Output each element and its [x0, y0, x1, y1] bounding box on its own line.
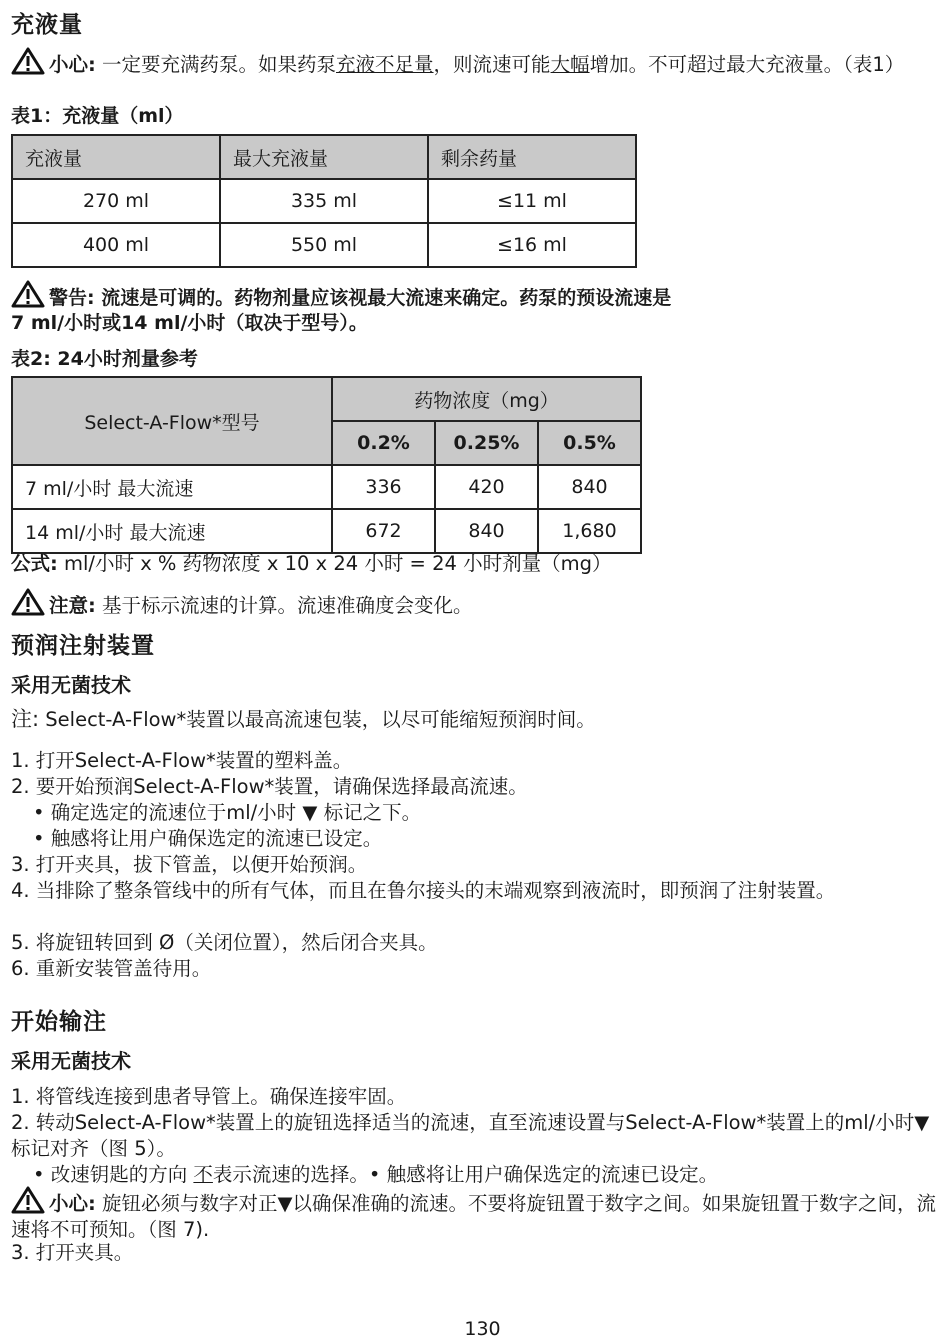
- caution-label: 小心:: [49, 1192, 96, 1215]
- list-item: 6. 重新安装管盖待用。: [11, 957, 212, 980]
- table2-cell: 420: [435, 465, 538, 509]
- note-text: Select-A-Flow*装置以最高流速包装，以尽可能缩短预润时间。: [39, 708, 596, 731]
- table1-cell: 270 ml: [12, 179, 220, 223]
- caution-text: 一定要充满药泵。如果药泵: [95, 53, 337, 76]
- table1-header: 充液量: [12, 135, 220, 179]
- table1-title: 表1：充液量（ml）: [11, 105, 184, 127]
- warning-label: 警告:: [49, 287, 95, 309]
- fill-volume-table: [11, 134, 637, 268]
- list-item: 3. 打开夹具，拔下管盖，以便开始预润。: [11, 853, 368, 876]
- list-item: 3. 打开夹具。: [11, 1241, 134, 1264]
- dose-note: [11, 588, 944, 619]
- table2-concentration-header: 药物浓度（mg）: [332, 377, 641, 421]
- bullet-underline: 不: [193, 1163, 213, 1186]
- table2-row-label: 14 ml/小时 最大流速: [12, 509, 332, 553]
- table1-cell: 400 ml: [12, 223, 220, 267]
- list-item: • 触感将让用户确保选定的流速已设定。: [33, 827, 383, 850]
- priming-note: [11, 706, 944, 733]
- warning-triangle-icon: [11, 47, 45, 75]
- note-label: 注意:: [49, 594, 96, 617]
- list-item: 1. 将管线连接到患者导管上。确保连接牢固。: [11, 1085, 407, 1108]
- section-heading-infusion: 开始输注: [11, 1009, 107, 1035]
- page-number: 130: [464, 1318, 501, 1340]
- table2-cell: 1,680: [538, 509, 641, 553]
- table1-cell: ≤11 ml: [428, 179, 636, 223]
- table1-cell: 550 ml: [220, 223, 428, 267]
- note-text: 基于标示流速的计算。流速准确度会变化。: [95, 594, 473, 617]
- dose-reference-table: [11, 376, 642, 554]
- warning-line-2: 7 ml/小时或14 ml/小时（取决于型号）。: [11, 312, 368, 334]
- table1-cell: ≤16 ml: [428, 223, 636, 267]
- dose-formula: [11, 551, 944, 577]
- table2-cell: 336: [332, 465, 435, 509]
- table-row: [12, 465, 641, 509]
- list-item: 5. 将旋钮转回到 Ø（关闭位置），然后闭合夹具。: [11, 931, 438, 954]
- formula-text: ml/小时 x % 药物浓度 x 10 x 24 小时 = 24 小时剂量（mg）: [57, 552, 612, 575]
- warning-triangle-icon: [11, 1186, 45, 1214]
- table2-model-header: Select-A-Flow*型号: [12, 377, 332, 465]
- caution-text-3: 增加。不可超过最大充液量。（表1）: [589, 53, 905, 76]
- list-item: 2. 转动Select-A-Flow*装置上的旋钮选择适当的流速，直至流速设置与Select-A-Flow*装置上的ml/小时▼标记对齐（图 5）。: [11, 1111, 930, 1160]
- caution-label: 小心:: [49, 53, 96, 76]
- list-item: 4. 当排除了整条管线中的所有气体，而且在鲁尔接头的末端观察到液流时，即预润了注射装置。: [11, 879, 836, 902]
- fill-caution: [11, 47, 944, 78]
- table-row: [12, 179, 636, 223]
- table2-concentration-col: 0.25%: [435, 421, 538, 465]
- note-label: 注:: [11, 707, 40, 731]
- caution-underline-2: 大幅: [550, 53, 590, 76]
- warning-triangle-icon: [11, 280, 45, 308]
- section-heading-priming: 预润注射装置: [11, 633, 155, 659]
- caution-text: 旋钮必须与数字对正▼以确保准确的流速。不要将旋钮置于数字之间。如果旋钮置于数字之间，流速将不可预知。（图 7).: [11, 1192, 937, 1241]
- table2-cell: 840: [435, 509, 538, 553]
- table2-concentration-col: 0.2%: [332, 421, 435, 465]
- table1-header: 剩余药量: [428, 135, 636, 179]
- formula-label: 公式:: [11, 552, 58, 575]
- flow-warning: [11, 280, 944, 336]
- warning-line-1: 流速是可调的。药物剂量应该视最大流速来确定。药泵的预设流速是: [101, 287, 672, 309]
- infusion-caution: [11, 1186, 944, 1243]
- table2-row-label: 7 ml/小时 最大流速: [12, 465, 332, 509]
- aseptic-subheading: 采用无菌技术: [11, 1049, 131, 1073]
- section-heading-fill: 充液量: [11, 12, 83, 38]
- table2-cell: 672: [332, 509, 435, 553]
- aseptic-subheading: 采用无菌技术: [11, 673, 131, 697]
- table1-header: 最大充液量: [220, 135, 428, 179]
- table-row: [12, 223, 636, 267]
- list-item: 1. 打开Select-A-Flow*装置的塑料盖。: [11, 749, 353, 772]
- table1-cell: 335 ml: [220, 179, 428, 223]
- bullet-text-2: 表示流速的选择。• 触感将让用户确保选定的流速已设定。: [212, 1163, 719, 1186]
- list-item: • 确定选定的流速位于ml/小时 ▼ 标记之下。: [33, 801, 422, 824]
- warning-triangle-icon: [11, 588, 45, 616]
- caution-underline-1: 充液不足量: [336, 53, 434, 76]
- caution-text-2: ，则流速可能: [433, 53, 551, 76]
- bullet-text: • 改速钥匙的方向: [33, 1163, 194, 1186]
- list-item: 2. 要开始预润Select-A-Flow*装置，请确保选择最高流速。: [11, 775, 528, 798]
- table2-concentration-col: 0.5%: [538, 421, 641, 465]
- table2-cell: 840: [538, 465, 641, 509]
- list-item: [11, 1162, 944, 1188]
- table-row: [12, 509, 641, 553]
- table2-title: 表2: 24小时剂量参考: [11, 348, 198, 370]
